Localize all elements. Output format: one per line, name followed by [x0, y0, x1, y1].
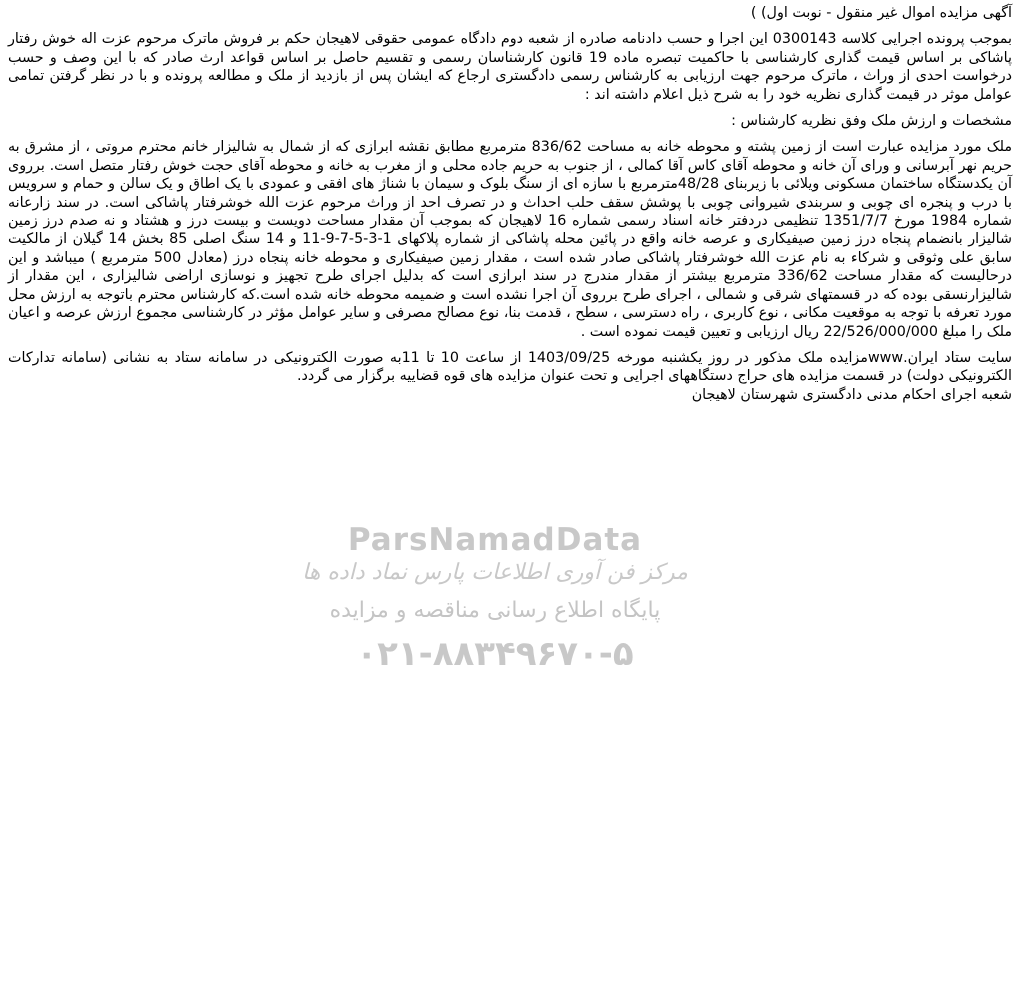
property-description: ملک مورد مزایده عبارت است از زمین پشته و محوطه خانه به مساحت 836/62 مترمربع مطابق نقشه ابرازی که از شمال به شالیزار خانم محترم مروتی ، از مشرق به حریم نهر آبرسانی و ورای آن خانه و محوطه آقای کاس آقا کمالی ، از جنوب به حریم جاده محلی و از مغرب به خانه و محوطه آقای حجت خوش رفتار متصل است. برروی آن یکدستگاه ساختمان مسکونی ویلائی با زیربنای 48/28مترمربع با سازه ای از سنگ بلوک و سیمان با شناژ های افقی و عمودی با یک اطاق و یک سالن و حمام و سرویس با درب و پنجره ای چوبی و سربندی شیروانی چوبی با پوشش سقف حلب احداث و در تصرف احد از وراث مرحوم عزت الله خوشرفتار پاشاکی است. در سند زارعانه شماره 1984 مورخ 1351/7/7 تنظیمی دردفتر خانه اسناد رسمی شماره 16 لاهیجان که بموجب آن مقدار مساحت دویست و بیست درز و هشتاد و نه صدم درز زمین شالیزار بانضمام پنجاه درز زمین صیفیکاری و عرصه خانه واقع در پائین محله پاشاکی از شماره پلاکهای 1-3-5-7-9-11 و 14 سنگ اصلی 85 بخش 14 گیلان از مالکیت سابق علی وثوقی و شرکاء به نام عزت الله خوشرفتار پاشاکی صادر شده است ، مقدار زمین صیفیکاری و محوطه خانه پنجاه درز (معادل 500 مترمربع ) میباشد و این درحالیست که مقدار مساحت 336/62 مترمربع بیشتر از مقدار مندرج در سند ابرازی است که بدلیل اجرای طرح تجهیز و نوسازی اراضی شالیزاری ، این مقدار از شالیزارنسقی بوده که در قسمتهای شرقی و شمالی ، اجرای طرح برروی آن اجرا نشده است و ضمیمه محوطه خانه شده است.که کارشناس محترم باتوجه به ارزش محل مورد تعرفه با توجه به موقعیت مکانی ، نوع کاربری ، راه دسترسی ، سطح ، قدمت بنا، نوع مصالح مصرفی و سایر عوامل مؤثر در کارشناسی مجموع ارزش عرصه و اعیان ملک را مبلغ 22/526/000/000 ریال ارزیابی و تعیین قیمت نموده است .	[8, 139, 1013, 340]
notice-title: آگهی مزایده اموال غیر منقول - نوبت اول) )	[750, 5, 1012, 21]
section-heading: مشخصات و ارزش ملک وفق نظریه کارشناس :	[731, 113, 1012, 130]
watermark-tagline: مرکز فن آوری اطلاعات پارس نماد داده ها	[302, 560, 688, 585]
signature: شعبه اجرای احکام مدنی دادگستری شهرستان لاهیجان	[691, 386, 1012, 403]
intro-paragraph: بموجب پرونده اجرایی کلاسه 0300143 این اجرا و حسب دادنامه صادره از شعبه دوم دادگاه عمومی حقوقی لاهیجان حکم بر فروش ماترک مرحوم عزت اله خوش رفتار پاشاکی بر اساس قیمت گذاری کارشناسی با حاکمیت تبصره ماده 19 قانون کارشناسان رسمی و تقسیم حاصل بر اساس قواعد ارث صادر که با این وصف و حسب درخواست احدی از وراث ، ماترک مرحوم جهت ارزیابی به کارشناس رسمی دادگستری ارجاع که ایشان پس از بازدید از ملک و مطالعه پرونده و با در نظر گرفتن تمامی عوامل موثر در قیمت گذاری نظریه خود را به شرح ذیل اعلام داشته اند :	[8, 31, 1012, 103]
notice-body	[8, 4, 1012, 404]
watermark-subtitle: پایگاه اطلاع رسانی مناقصه و مزایده	[329, 598, 661, 623]
auction-info: سایت ستاد ایران.wwwمزایده ملک مذکور در روز یکشنبه مورخه 1403/09/25 از ساعت 10 تا 11به صورت الکترونیکی در سامانه ستاد به نشانی (سامانه تدارکات الکترونیکی دولت) در قسمت مزایده های حراج دستگاههای اجرایی و تحت عنوان مزایده های قوه قضاییه برگزار می گردد.	[8, 349, 1012, 385]
watermark-brand: ParsNamadData	[347, 522, 643, 558]
watermark-phone: ۰۲۱-۸۸۳۴۹۶۷۰-۵	[356, 634, 634, 674]
